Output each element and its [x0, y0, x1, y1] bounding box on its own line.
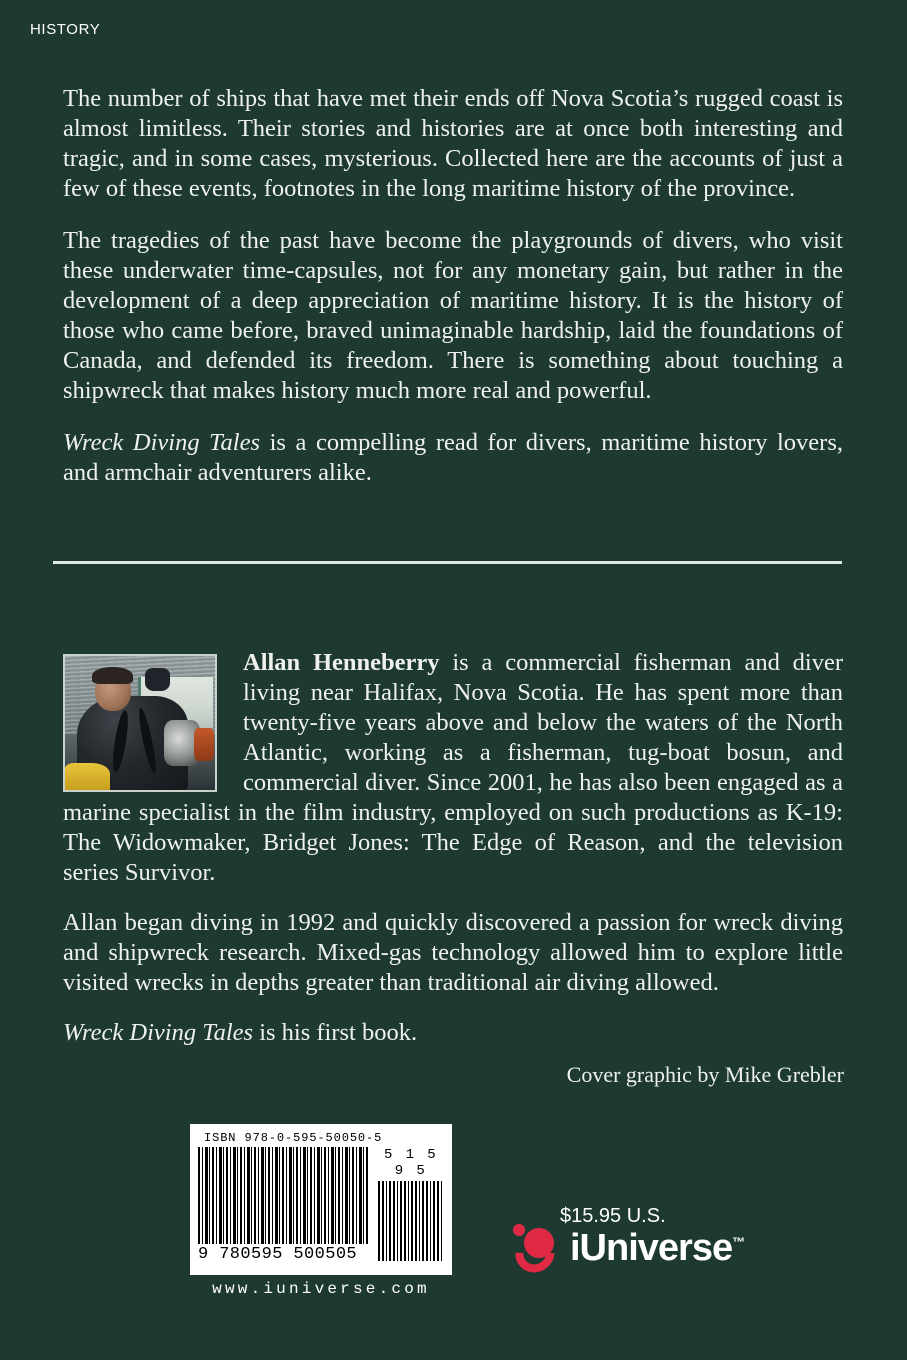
ean5-addon-bars [378, 1181, 444, 1261]
author-bio-part-3-rest: is his first book. [253, 1019, 418, 1046]
ean5-addon-barcode [378, 1147, 444, 1261]
photo-yellow-gear [65, 763, 110, 790]
ean13-bars [198, 1147, 368, 1244]
author-bio-part-1: is a commercial fisherman and diver living near Halifax, Nova Scotia. He has spent more than twenty-five years above and below the waters of the North Atlantic, working as a fisherman, tug-boat bosun, and commercial diver. Since 2001, he has also been engaged as a marine specialist in the film industry, employed on such productions as K-19: The Widowmaker, Bridget Jones: The Edge of Reason, and the television series Survivor. [63, 649, 843, 886]
iuniverse-swoosh-icon [512, 1222, 564, 1274]
publisher-name-text: iUniverse [570, 1227, 733, 1269]
author-bio-paragraph-3 [63, 1018, 843, 1048]
genre-label: HISTORY [30, 21, 101, 38]
author-photo [63, 654, 217, 792]
blurb-paragraph-1: The number of ships that have met their ends off Nova Scotia’s rugged coast is almost limitless. Their stories and histories are at once both interesting and tragic, and in some cases, mysterious. Collected here are the accounts of just a few of these events, footnotes in the long maritime history of the province. [63, 85, 843, 202]
photo-dive-tank [145, 668, 171, 691]
price-label: $15.95 U.S. [560, 1205, 666, 1227]
blurb-paragraph-2: The tragedies of the past have become the playgrounds of divers, who visit these underwater time-capsules, not for any monetary gain, but rather in the development of a deep appreciation of maritime history. It is the history of those who came before, braved unimaginable hardship, laid the foundations of Canada, and defended its freedom. There is something about touching a shipwreck that makes history much more real and powerful. [63, 227, 843, 404]
blurb-paragraph-3-rest: is a compelling read for divers, maritime history lovers, and armchair adventurers alike. [63, 429, 843, 486]
barcode-bars-row [198, 1147, 444, 1264]
back-cover-blurb [63, 84, 843, 488]
ean5-addon-digits: 5 1 5 9 5 [383, 1147, 438, 1179]
photo-orange-gear [194, 728, 214, 760]
isbn-barcode-block [190, 1124, 452, 1275]
ean13-digits: 9 780595 500505 [198, 1245, 358, 1264]
author-section [63, 648, 843, 1048]
author-bio-paragraph-2: Allan began diving in 1992 and quickly discovered a passion for wreck diving and shipwreck research. Mixed-gas technology allowed him to explore little visited wrecks in depths greater than traditional air diving allowed. [63, 909, 843, 996]
book-title-italic-2: Wreck Diving Tales [63, 1019, 254, 1046]
publisher-website: www.iuniverse.com [212, 1280, 430, 1298]
publisher-name [570, 1229, 745, 1267]
trademark-symbol: ™ [732, 1234, 746, 1250]
isbn-number-label: ISBN 978-0-595-50050-5 [204, 1131, 383, 1145]
publisher-logo [512, 1222, 745, 1274]
ean13-barcode [198, 1147, 368, 1264]
swoosh-dot-shape [513, 1224, 525, 1236]
book-title-italic: Wreck Diving Tales [63, 429, 261, 456]
section-divider [53, 561, 842, 564]
swoosh-ball-shape [524, 1228, 554, 1258]
author-name: Allan Henneberry [243, 649, 440, 676]
blurb-paragraph-3 [63, 428, 843, 488]
cover-graphic-credit: Cover graphic by Mike Grebler [566, 1062, 844, 1087]
photo-diver-hair [92, 667, 133, 684]
